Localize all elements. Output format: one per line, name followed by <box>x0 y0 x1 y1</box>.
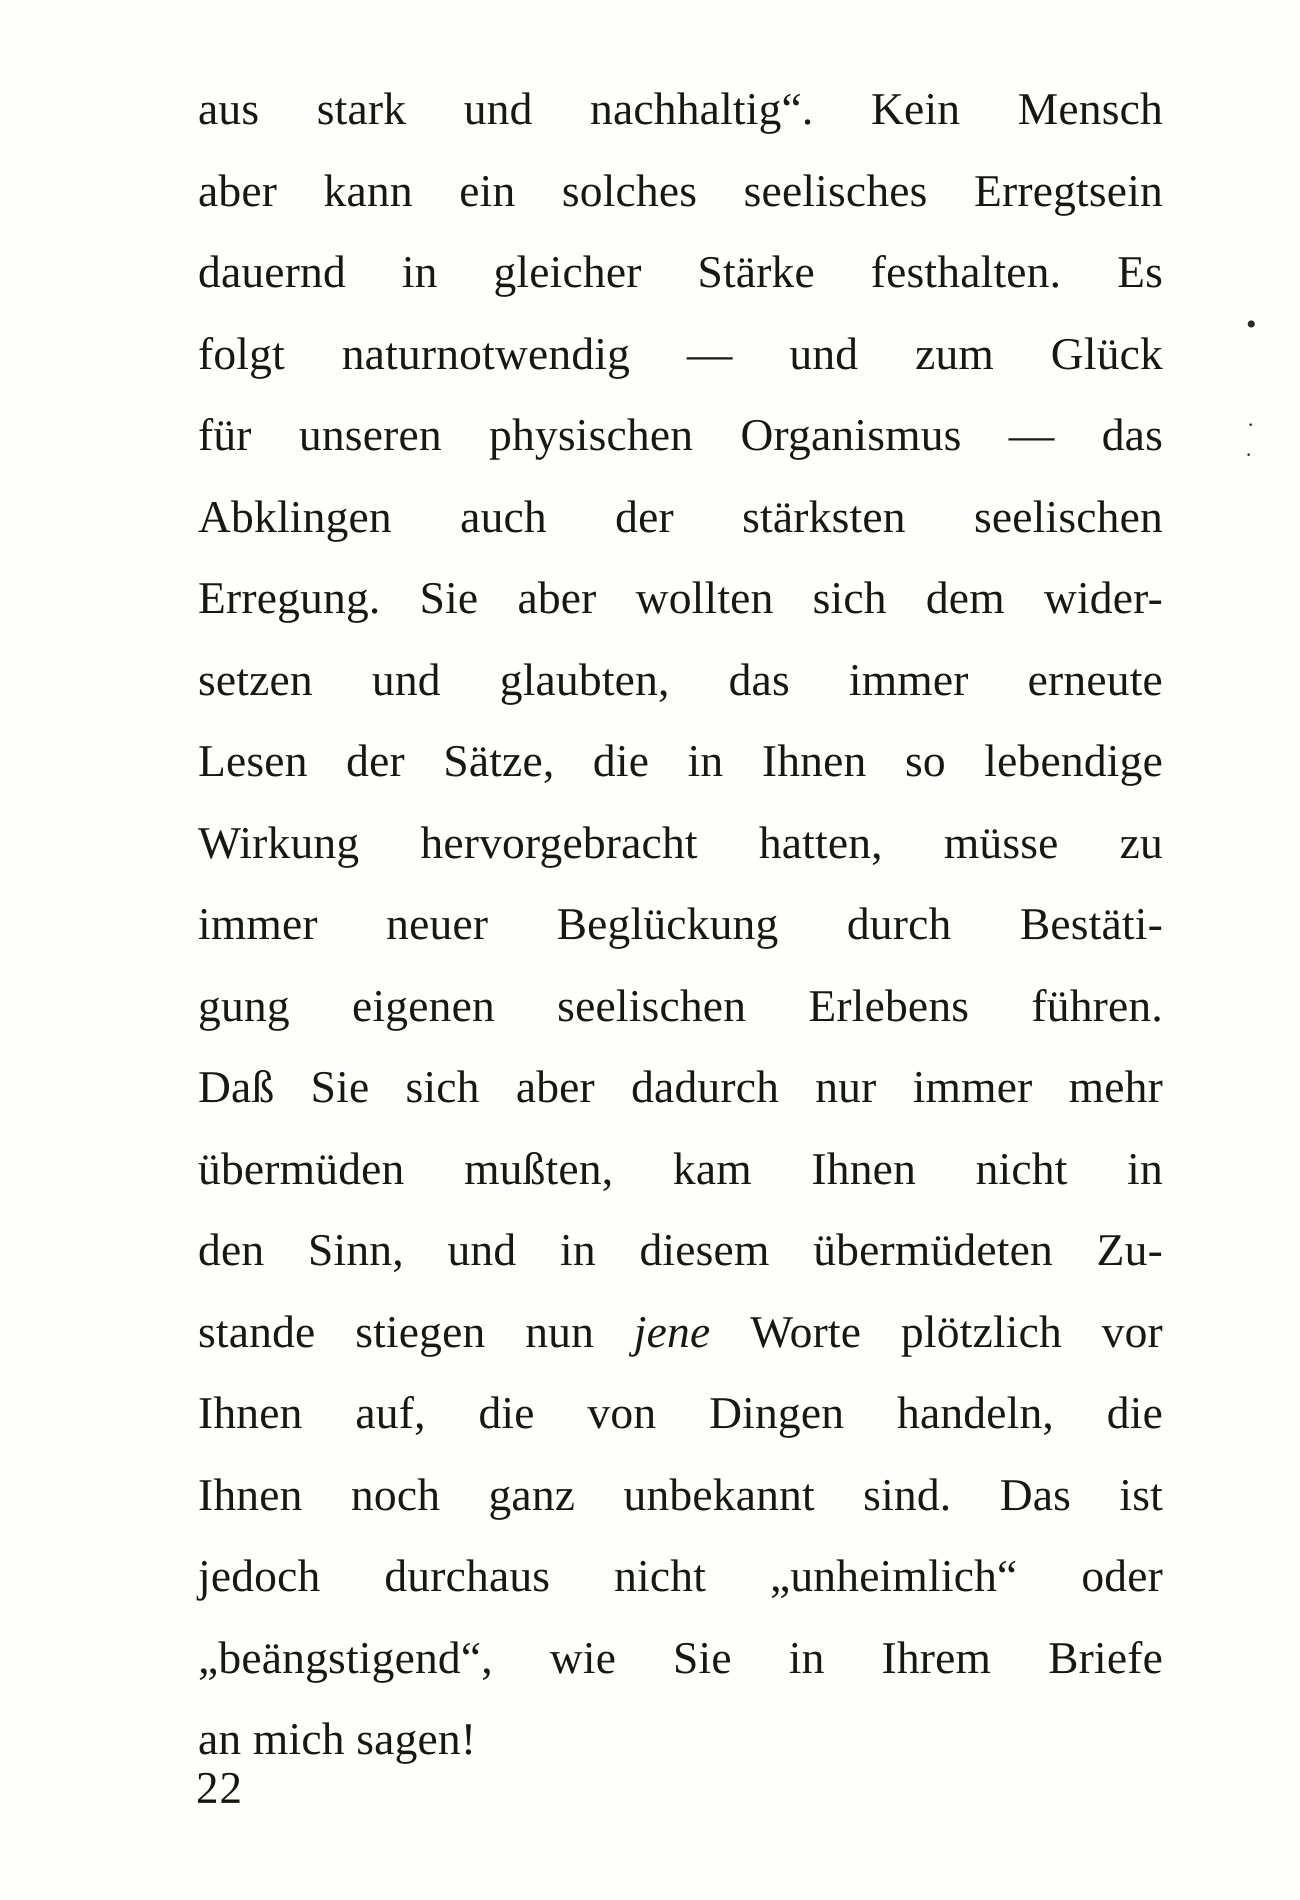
text-word: und <box>463 83 533 134</box>
text-line <box>198 476 1163 558</box>
text-word: gleicher <box>493 246 642 297</box>
text-line <box>198 231 1163 313</box>
text-word: Sätze, <box>443 735 555 786</box>
text-word: so <box>904 735 946 786</box>
text-word: folgt <box>198 327 285 379</box>
body-text <box>198 68 1168 1780</box>
margin-mark-dot-lower: · <box>1245 442 1253 467</box>
text-word: nachhaltig“. <box>590 83 814 134</box>
text-word: ganz <box>488 1468 576 1520</box>
text-line <box>198 1291 1163 1373</box>
text-word: unbekannt <box>623 1468 815 1520</box>
text-word: stärksten <box>742 490 906 542</box>
text-word: für <box>198 409 252 460</box>
text-word: Mensch <box>1017 83 1163 134</box>
text-word: glaubten, <box>499 653 670 705</box>
text-word: das <box>1101 409 1163 460</box>
text-word: handeln, <box>897 1387 1055 1438</box>
text-word: Bestäti- <box>1019 898 1163 949</box>
text-line <box>198 394 1163 476</box>
text-word: jedoch <box>198 1550 321 1601</box>
text-line <box>198 1535 1163 1617</box>
text-word: und <box>447 1224 517 1275</box>
text-word: hervorgebracht <box>420 816 698 868</box>
text-word: nur <box>815 1061 877 1112</box>
text-word: Sie <box>673 1631 732 1683</box>
text-line <box>198 720 1163 802</box>
text-word: wider- <box>1043 572 1163 623</box>
text-word: wie <box>549 1631 617 1683</box>
text-line <box>198 68 1163 150</box>
text-word: und <box>371 653 441 705</box>
text-word: Zu- <box>1096 1224 1163 1275</box>
text-word: von <box>587 1387 657 1438</box>
text-word: sind. <box>863 1468 952 1520</box>
text-word: sich <box>405 1061 480 1112</box>
text-word: nicht <box>975 1142 1068 1194</box>
text-word: hatten, <box>758 816 883 868</box>
text-word: stark <box>316 83 407 134</box>
text-word: immer <box>848 653 969 705</box>
text-word: Daß <box>198 1061 275 1112</box>
text-word: immer <box>912 1061 1033 1112</box>
text-line <box>198 1454 1163 1536</box>
text-word: dadurch <box>631 1061 780 1112</box>
text-word: der <box>346 735 405 786</box>
text-line <box>198 639 1163 721</box>
text-word: unseren <box>298 409 442 460</box>
text-word: führen. <box>1031 979 1163 1031</box>
text-word: der <box>615 490 674 542</box>
text-line <box>198 883 1163 965</box>
text-word: Erlebens <box>808 979 970 1031</box>
text-word: Sie <box>310 1061 370 1112</box>
text-word: aber <box>517 572 597 623</box>
text-line <box>198 313 1163 395</box>
text-word: physischen <box>489 409 694 460</box>
text-word: Erregung. <box>198 572 381 623</box>
text-word: stiegen <box>355 1305 486 1357</box>
text-word: — <box>686 327 733 379</box>
text-word: solches <box>561 164 698 216</box>
text-word: Stärke <box>697 246 815 297</box>
text-word: ein <box>459 164 516 216</box>
text-word: übermüdeten <box>813 1224 1053 1275</box>
text-word: kann <box>323 164 413 216</box>
text-word: Es <box>1117 246 1163 297</box>
text-word: in <box>1127 1142 1163 1194</box>
text-word: die <box>592 735 650 786</box>
text-word: neuer <box>386 898 489 949</box>
text-word: Das <box>999 1468 1072 1520</box>
text-word: Organismus <box>740 409 962 460</box>
text-word: nun <box>525 1305 595 1357</box>
text-word: — <box>1008 409 1055 460</box>
text-word: noch <box>350 1468 441 1520</box>
text-word: die <box>1106 1387 1163 1438</box>
text-word: festhalten. <box>870 246 1062 297</box>
text-line <box>198 1617 1163 1699</box>
text-word: aber <box>198 164 278 216</box>
text-word: Worte <box>750 1305 862 1357</box>
text-word: Sinn, <box>307 1224 404 1275</box>
text-word: müsse <box>943 816 1059 868</box>
text-word: den <box>198 1224 265 1275</box>
text-word: Kein <box>871 83 961 134</box>
text-word: dauernd <box>198 246 346 297</box>
text-word: Sie <box>419 572 479 623</box>
text-word: seelischen <box>973 490 1163 542</box>
text-word: in <box>687 735 724 786</box>
text-line <box>198 965 1163 1047</box>
text-word: naturnotwendig <box>341 327 631 379</box>
text-word: vor <box>1101 1305 1163 1357</box>
text-word: Abklingen <box>198 490 392 542</box>
text-word: auf, <box>355 1387 426 1438</box>
text-word: in <box>788 1631 825 1683</box>
text-word: setzen <box>198 653 313 705</box>
text-word: auch <box>460 490 547 542</box>
text-word: Erregtsein <box>974 164 1163 216</box>
text-word: immer <box>198 898 318 949</box>
text-word: kam <box>672 1142 752 1194</box>
text-word: „beängstigend“, <box>198 1631 493 1683</box>
text-word: Ihrem <box>881 1631 992 1683</box>
text-word: oder <box>1081 1550 1163 1601</box>
text-word: erneute <box>1027 653 1163 705</box>
text-line: an mich sagen! <box>198 1713 477 1764</box>
text-word: stande <box>198 1305 316 1357</box>
text-word: nicht <box>614 1550 707 1601</box>
text-word: durch <box>846 898 952 949</box>
text-line <box>198 1209 1163 1291</box>
text-word: „unheimlich“ <box>769 1550 1018 1601</box>
text-word: in <box>560 1224 596 1275</box>
text-word: seelisches <box>743 164 928 216</box>
text-word: das <box>728 653 790 705</box>
text-word: seelischen <box>557 979 747 1031</box>
text-word: in <box>401 246 438 297</box>
text-word: ist <box>1119 1468 1163 1520</box>
margin-mark-dot-middle: · <box>1247 412 1255 437</box>
text-word: Briefe <box>1048 1631 1163 1683</box>
text-word: Lesen <box>198 735 308 786</box>
text-word: jene <box>633 1305 711 1357</box>
text-word: Dingen <box>709 1387 845 1438</box>
text-line <box>198 1128 1163 1210</box>
text-word: Ihnen <box>761 735 867 786</box>
text-word: Beglückung <box>556 898 779 949</box>
text-word: übermüden <box>198 1142 405 1194</box>
text-word: Ihnen <box>811 1142 917 1194</box>
text-word: und <box>789 327 859 379</box>
text-word: zu <box>1119 816 1163 868</box>
text-word: die <box>478 1387 535 1438</box>
page-number: 22 <box>196 1763 243 1813</box>
text-line <box>198 1046 1163 1128</box>
text-word: durchaus <box>384 1550 551 1601</box>
text-line <box>198 150 1163 232</box>
text-word: gung <box>198 979 290 1031</box>
text-word: plötzlich <box>900 1305 1062 1357</box>
text-word: aus <box>198 83 260 134</box>
text-line <box>198 1372 1163 1454</box>
text-word: aber <box>515 1061 595 1112</box>
text-word: sich <box>812 572 887 623</box>
text-word: zum <box>915 327 994 379</box>
text-word: wollten <box>635 572 774 623</box>
text-word: diesem <box>639 1224 770 1275</box>
text-word: Ihnen <box>198 1468 303 1520</box>
text-word: Ihnen <box>198 1387 303 1438</box>
text-word: Wirkung <box>198 816 360 868</box>
text-word: mußten, <box>464 1142 614 1194</box>
text-word: dem <box>925 572 1005 623</box>
text-word: lebendige <box>984 735 1163 786</box>
text-word: Glück <box>1050 327 1163 379</box>
text-word: mehr <box>1068 1061 1163 1112</box>
text-line <box>198 557 1163 639</box>
margin-mark-dot-upper: • <box>1246 308 1257 341</box>
text-word: eigenen <box>352 979 495 1031</box>
text-line <box>198 802 1163 884</box>
